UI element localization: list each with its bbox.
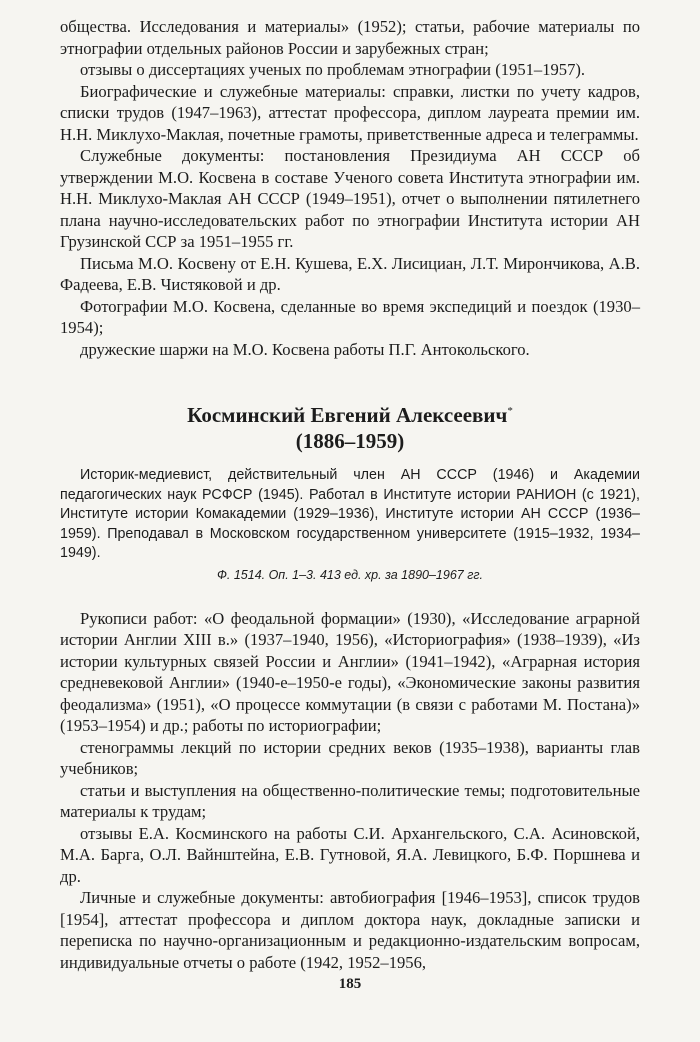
page-number: 185: [338, 976, 362, 992]
entry-name-line: [60, 398, 640, 428]
footnote-mark: *: [507, 405, 513, 417]
entry-name: Косминский Евгений Алексеевич: [187, 403, 508, 427]
paragraph: Биографические и служебные материалы: справки, листки по учету кадров, списки трудов (1947–1963), аттестат профессора, диплом лауреата премии им. Н.Н. Миклухо-Маклая, почетные грамоты, приветственные адреса и телеграммы.: [60, 81, 640, 144]
paragraph: Служебные документы: постановления Президиума АН СССР об утверждении М.О. Косвена в составе Ученого совета Института этнографии им. Н.Н. Миклухо-Маклая АН СССР (1949–1951), отчет о выполнении пятилетнего плана научно-исследовательских работ по этнографии Института истории АН Грузинской ССР за 1951–1955 гг.: [60, 146, 640, 251]
previous-entry-continuation: [60, 16, 640, 360]
paragraph: отзывы Е.А. Косминского на работы С.И. Архангельского, С.А. Асиновской, М.А. Барга, О.Л. Вайнштейна, Е.В. Гутновой, Я.А. Левицкого, Б.Ф. Поршнева и др.: [60, 823, 640, 886]
entry-bio: Историк-медиевист, действительный член АН СССР (1946) и Академии педагогических наук РСФСР (1945). Работал в Институте истории РАНИОН (с 1921), Институте истории Комакадемии (1929–1936), Институте истории АН СССР (1936–1959). Преподавал в Московском государственном университете (1915–1932, 1934–1949).: [60, 467, 640, 561]
paragraph: статьи и выступления на общественно-политические темы; подготовительные материалы к трудам;: [60, 780, 640, 821]
paragraph: стенограммы лекций по истории средних веков (1935–1938), варианты глав учебников;: [60, 737, 640, 778]
entry-body: [60, 608, 640, 974]
paragraph: Рукописи работ: «О феодальной формации» (1930), «Исследование аграрной истории Англии XIII в.» (1937–1940, 1956), «Историография» (1938–1939), «Из истории культурных связей России и Англии» (1941–1942), «Аграрная история средневековой Англии» (1940-е–1950-е годы), «Экономические законы развития феодализма» (1951), «О процессе коммутации (в связи с работами М. Постана)» (1953–1954) и др.; работы по историографии;: [60, 608, 640, 735]
paragraph: Личные и служебные документы: автобиография [1946–1953], список трудов [1954], аттестат профессора и диплом доктора наук, докладные записки и переписка по научно-организационным и редакционно-издательским вопросам, индивидуальные отчеты о работе (1942, 1952–1956,: [60, 888, 640, 972]
paragraph: Фотографии М.О. Косвена, сделанные во время экспедиций и поездок (1930–1954);: [60, 296, 640, 337]
entry-heading: [60, 398, 640, 454]
paragraph: дружеские шаржи на М.О. Косвена работы П.Г. Антокольского.: [80, 339, 530, 359]
paragraph: отзывы о диссертациях ученых по проблемам этнографии (1951–1957).: [80, 60, 586, 79]
entry-years: (1886–1959): [295, 429, 405, 453]
paragraph: Письма М.О. Косвену от Е.Н. Кушева, Е.Х. Лисициан, Л.Т. Мирончикова, А.В. Фадеева, Е.В. Чистяковой и др.: [60, 253, 640, 294]
paragraph: общества. Исследования и материалы» (1952); статьи, рабочие материалы по этнографии отдельных районов России и зарубежных стран;: [60, 17, 640, 58]
fond-reference: Ф. 1514. Оп. 1–3. 413 ед. хр. за 1890–1967 гг.: [216, 567, 484, 582]
